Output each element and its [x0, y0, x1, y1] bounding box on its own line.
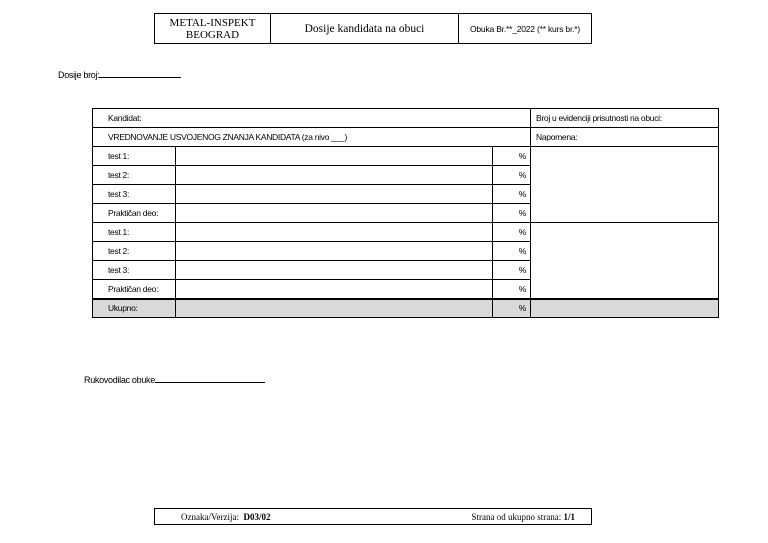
evaluation-heading: VREDNOVANJE USVOJENOG ZNANJA KANDIDATA (za nivo ___)	[93, 128, 531, 147]
score-input-cell[interactable]	[176, 261, 493, 280]
percent-cell: %	[493, 147, 531, 166]
score-input-cell[interactable]	[176, 185, 493, 204]
row-label: test 2:	[93, 242, 176, 261]
company-name-line2: BEOGRAD	[185, 28, 240, 41]
row-label: test 3:	[93, 261, 176, 280]
row-label: test 1:	[93, 147, 176, 166]
document-header	[154, 13, 592, 44]
note-cell-group1[interactable]	[531, 147, 719, 223]
percent-cell: %	[493, 261, 531, 280]
percent-cell: %	[493, 242, 531, 261]
total-percent-cell: %	[493, 299, 531, 318]
course-reference: Obuka Br.**_2022 (** kurs br.*)	[469, 23, 581, 34]
table-row	[93, 223, 719, 242]
attendance-number-cell[interactable]: Broj u evidenciji prisutnosti na obuci:	[531, 109, 719, 128]
footer-code-label: Oznaka/Verzija:	[181, 511, 239, 522]
signature-line[interactable]	[155, 373, 265, 383]
percent-cell: %	[493, 166, 531, 185]
total-label: Ukupno:	[93, 299, 176, 318]
total-row	[93, 299, 719, 318]
row-label: test 1:	[93, 223, 176, 242]
document-footer	[154, 508, 592, 525]
evaluation-table	[92, 108, 719, 318]
note-label-cell: Napomena:	[531, 128, 719, 147]
total-score-cell[interactable]	[176, 299, 493, 318]
row-label: test 3:	[93, 185, 176, 204]
note-cell-group2[interactable]	[531, 223, 719, 299]
footer-page	[472, 512, 576, 522]
total-note-cell[interactable]	[531, 299, 719, 318]
candidate-cell[interactable]: Kandidat:	[93, 109, 531, 128]
score-input-cell[interactable]	[176, 166, 493, 185]
document-title: Dosije kandidata na obuci	[271, 14, 459, 43]
percent-cell: %	[493, 204, 531, 223]
score-input-cell[interactable]	[176, 242, 493, 261]
signature-field[interactable]	[84, 373, 265, 385]
table-row	[93, 147, 719, 166]
row-label: test 2:	[93, 166, 176, 185]
company-name-line1: METAL-INSPEKT	[169, 16, 256, 29]
row-label: Praktičan deo:	[93, 204, 176, 223]
score-input-cell[interactable]	[176, 204, 493, 223]
footer-page-value: 1/1	[563, 511, 575, 522]
footer-code-value: D03/02	[243, 511, 271, 522]
score-input-cell[interactable]	[176, 223, 493, 242]
score-input-cell[interactable]	[176, 280, 493, 299]
company-name-cell	[155, 14, 271, 43]
signature-label: Rukovodilac obuke	[84, 375, 155, 385]
dossier-number-field[interactable]	[58, 68, 181, 80]
score-input-cell[interactable]	[176, 147, 493, 166]
footer-code	[181, 512, 270, 522]
dossier-number-line[interactable]	[99, 68, 181, 78]
percent-cell: %	[493, 223, 531, 242]
percent-cell: %	[493, 280, 531, 299]
row-label: Praktičan deo:	[93, 280, 176, 299]
footer-page-label: Strana od ukupno strana:	[471, 511, 562, 522]
dossier-number-label: Dosije broj:	[58, 70, 100, 80]
percent-cell: %	[493, 185, 531, 204]
